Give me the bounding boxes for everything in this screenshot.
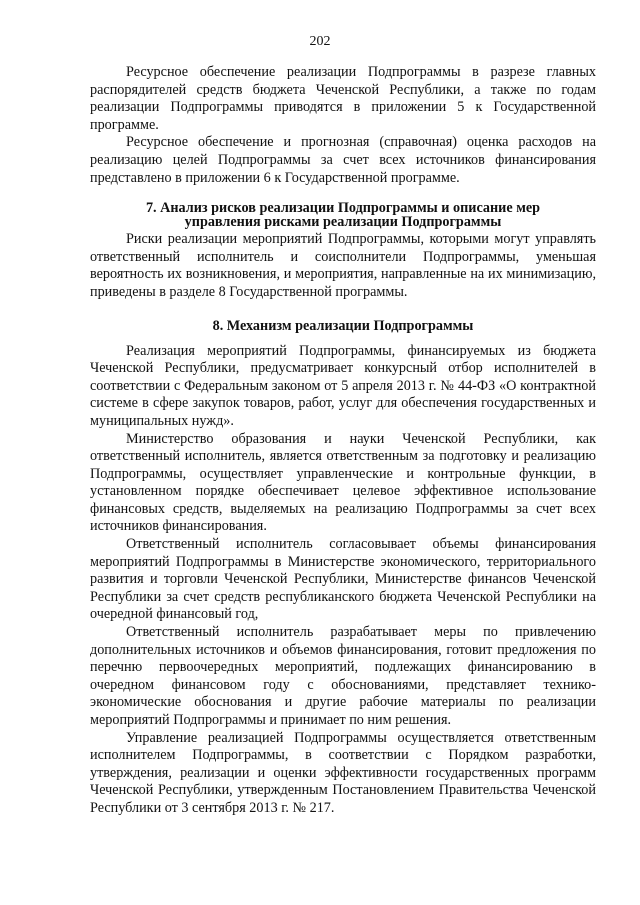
paragraph-resource-forecast: Ресурсное обеспечение и прогнозная (справочная) оценка расходов на реализацию целей Подпрограммы за счет всех источников финансирования представлено в приложении 6 к Государственной программе.: [90, 134, 596, 186]
section-7-heading-line1: 7. Анализ рисков реализации Подпрограммы и описание мер: [145, 200, 541, 217]
paragraph-ministry-responsibility: Министерство образования и науки Чеченской Республики, как ответственный исполнитель, является ответственным за подготовку и реализацию Подпрограммы, осуществляет управленческие и контрольные функции, в установленном порядке обеспечивает целевое эффективное использование финансовых средств, выделяемых на реализацию Подпрограммы за счет всех источников финансирования.: [90, 430, 596, 535]
paragraph-funding-coordination: Ответственный исполнитель согласовывает объемы финансирования мероприятий Подпрограммы в Министерстве экономического, территориального развития и торговли Чеченской Республики, Министерстве финансов Чеченской Республики за счет средств республиканского бюджета Чеченской Республики на очередной финансовый год,: [90, 536, 596, 623]
section-7-heading-line2: управления рисками реализации Подпрограммы: [184, 214, 502, 231]
paragraph-competitive-selection: Реализация мероприятий Подпрограммы, финансируемых из бюджета Чеченской Республики, предусматривает конкурсный отбор исполнителей в соответствии с Федеральным законом от 5 апреля 2013 г. № 44-ФЗ «О контрактной системе в сфере закупок товаров, работ, услуг для обеспечения государственных и муниципальных нужд».: [90, 342, 596, 429]
paragraph-additional-sources: Ответственный исполнитель разрабатывает меры по привлечению дополнительных источников и объемов финансирования, готовит предложения по перечню первоочередных мероприятий, подлежащих финансированию в очередном финансовом году с обоснованиями, представляет технико-экономические обоснования и другие рабочие материалы по реализации мероприятий Подпрограммы и принимает по ним решения.: [90, 624, 596, 728]
page-number: 202: [309, 34, 331, 49]
page-content: [90, 64, 596, 818]
paragraph-management: Управление реализацией Подпрограммы осуществляется ответственным исполнителем Подпрограммы, в соответствии с Порядком разработки, утверждения, реализации и оценки эффективности государственных программ Чеченской Республики, утвержденным Постановлением Правительства Чеченской Республики от 3 сентября 2013 г. № 217.: [90, 729, 596, 816]
section-7-heading: [90, 201, 596, 229]
paragraph-risks: Риски реализации мероприятий Подпрограммы, которыми могут управлять ответственный исполнитель и соисполнители Подпрограммы, уменьшая вероятность их возникновения, и мероприятия, направленные на их минимизацию, приведены в разделе 8 Государственной программы.: [90, 231, 596, 300]
section-8-heading: 8. Механизм реализации Подпрограммы: [212, 317, 474, 334]
paragraph-resource-provision: Ресурсное обеспечение реализации Подпрограммы в разрезе главных распорядителей средств бюджета Чеченской Республики, а также по годам реализации Подпрограммы приводятся в приложении 5 к Государственной программе.: [90, 64, 596, 133]
